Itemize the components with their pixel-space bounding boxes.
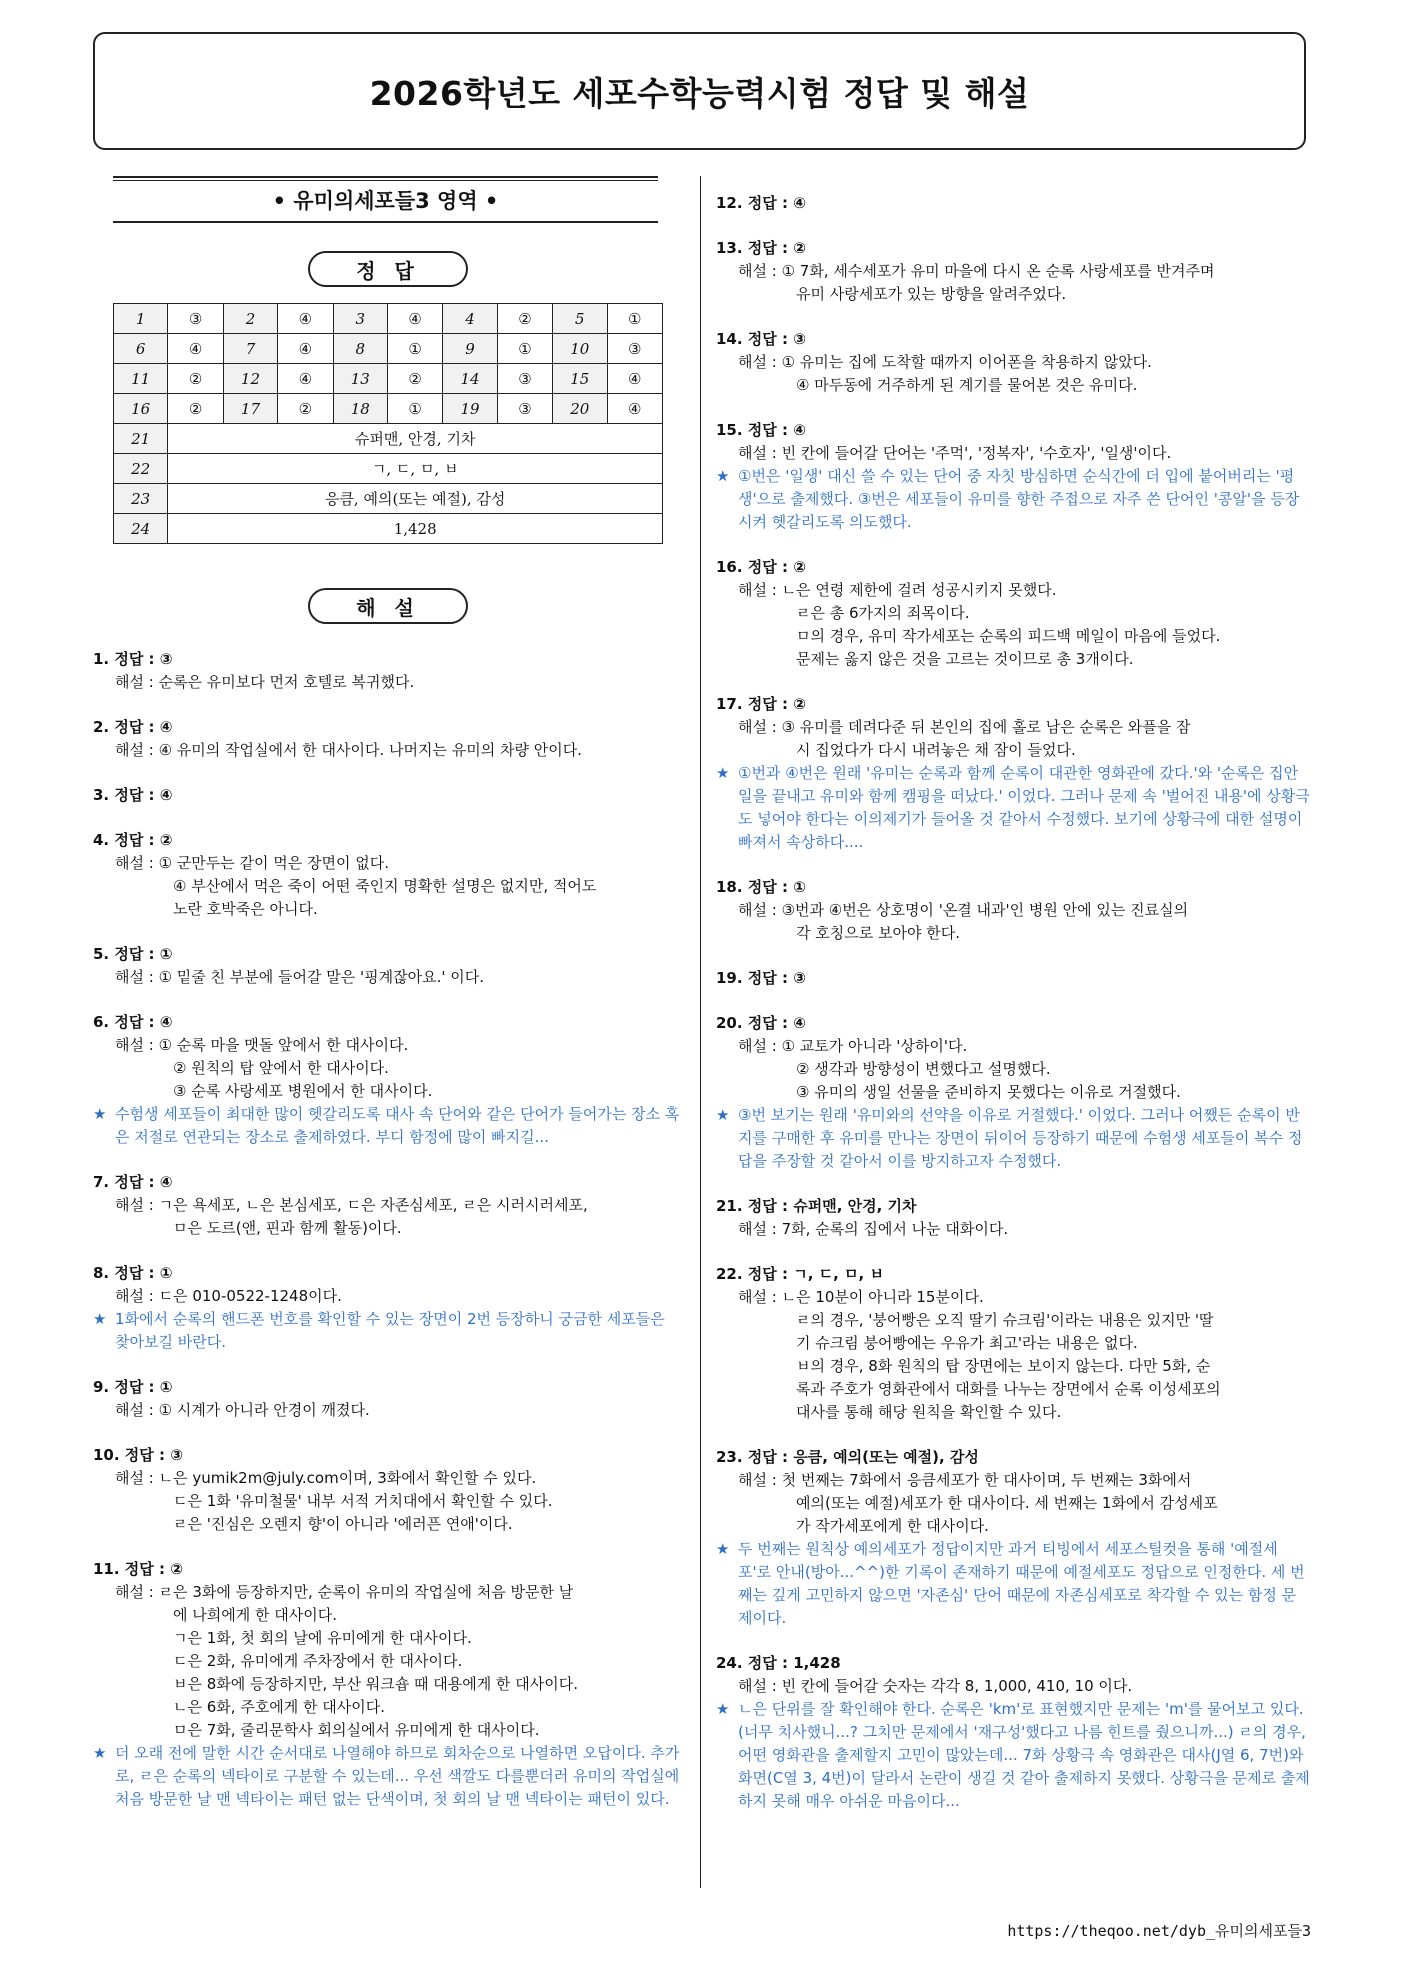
explanation-line: ㅂ의 경우, 8화 원칙의 탑 장면에는 보이지 않는다. 다만 5화, 순 <box>796 1357 1211 1375</box>
answer-heading: 8. 정답 : ① <box>93 1264 173 1282</box>
explanation-line: 해설 : 첫 번째는 7화에서 응큼세포가 한 대사이며, 두 번째는 3화에서 <box>738 1471 1192 1489</box>
explanation-line: ㄷ은 1화 '유미철물' 내부 서적 거치대에서 확인할 수 있다. <box>173 1492 553 1510</box>
explanation-item <box>716 237 1310 306</box>
explanation-line: ㅁ의 경우, 유미 작가세포는 순록의 피드백 메일이 마음에 들었다. <box>796 627 1221 645</box>
answer-heading: 1. 정답 : ③ <box>93 650 173 668</box>
answer-heading: 24. 정답 : 1,428 <box>716 1654 841 1672</box>
question-number: 11 <box>114 364 168 394</box>
answer-heading: 11. 정답 : ② <box>93 1560 183 1578</box>
explanation-line: ㄹ은 총 6가지의 죄목이다. <box>796 604 970 622</box>
explanation-item <box>93 1558 683 1742</box>
note-text: 더 오래 전에 말한 시간 순서대로 나열해야 하므로 회차순으로 나열하면 오답이다. 추가로, ㄹ은 순록의 넥타이로 구분할 수 있는데... 우선 색깔도 다를뿐더러 유미의 작업실에 처음 방문한 날 맨 넥타이는 패턴 없는 단색이며, 첫 회의 날 맨 넥타이는 패턴이 있다. <box>115 1744 680 1808</box>
answer-value: ② <box>168 364 223 394</box>
explanation-item <box>93 648 683 694</box>
star-icon: ★ <box>93 1744 107 1762</box>
right-explanations <box>716 192 1310 1835</box>
explanation-line: 해설 : 빈 칸에 들어갈 단어는 '주먹', '정복자', '수호자', '일생'이다. <box>738 444 1172 462</box>
author-note <box>716 1104 1310 1173</box>
explanation-line: 해설 : ㄴ은 10분이 아니라 15분이다. <box>738 1288 984 1306</box>
star-icon: ★ <box>716 1540 730 1558</box>
explanation-line: 대사를 통해 해당 원칙을 확인할 수 있다. <box>796 1403 1062 1421</box>
answer-value: ③ <box>607 334 663 364</box>
explanation-line: 해설 : ㄴ은 yumik2m@july.com이며, 3화에서 확인할 수 있다. <box>115 1469 537 1487</box>
explanation-line: ② 생각과 방향성이 변했다고 설명했다. <box>796 1060 1051 1078</box>
explanation-line: ④ 마두동에 거주하게 된 계기를 물어본 것은 유미다. <box>796 376 1138 394</box>
explanation-line: 예의(또는 예절)세포가 한 대사이다. 세 번째는 1화에서 감성세포 <box>796 1494 1218 1512</box>
answer-value: ④ <box>168 334 223 364</box>
answer-value: ③ <box>497 394 552 424</box>
explanation-line: 해설 : ① 밑줄 친 부분에 들어갈 말은 '핑계잖아요.' 이다. <box>115 968 484 986</box>
question-number: 3 <box>333 304 387 334</box>
explanation-line: 록과 주호가 영화관에서 대화를 나누는 장면에서 순록 이성세포의 <box>796 1380 1221 1398</box>
explanation-line: 해설 : 빈 칸에 들어갈 숫자는 각각 8, 1,000, 410, 10 이다. <box>738 1677 1133 1695</box>
explanation-line: ② 원칙의 탑 앞에서 한 대사이다. <box>173 1059 389 1077</box>
footer-url: https://theqoo.net/dyb_유미의세포들3 <box>1007 1922 1311 1940</box>
explanation-line: 해설 : ㄴ은 연령 제한에 걸려 성공시키지 못했다. <box>738 581 1057 599</box>
explanation-line: ③ 유미의 생일 선물을 준비하지 못했다는 이유로 거절했다. <box>796 1083 1181 1101</box>
spacer <box>93 762 683 784</box>
explanation-line: 해설 : ① 유미는 집에 도착할 때까지 이어폰을 착용하지 않았다. <box>738 353 1152 371</box>
answer-heading: 18. 정답 : ① <box>716 878 806 896</box>
spacer <box>93 1536 683 1558</box>
explanation-line: 해설 : ① 시계가 아니라 안경이 깨졌다. <box>115 1401 370 1419</box>
answer-heading: 20. 정답 : ④ <box>716 1014 806 1032</box>
answer-row <box>114 304 663 334</box>
explanation-line: ㄹ의 경우, '붕어빵은 오직 딸기 슈크림'이라는 내용은 있지만 '딸 <box>796 1311 1214 1329</box>
question-number: 17 <box>223 394 277 424</box>
answer-value: ② <box>497 304 552 334</box>
explanation-item <box>716 419 1310 465</box>
explanation-line: 해설 : ① 군만두는 같이 먹은 장면이 없다. <box>115 854 389 872</box>
explanation-item <box>716 1195 1310 1241</box>
spacer <box>93 1149 683 1171</box>
answer-value: ④ <box>607 364 663 394</box>
star-icon: ★ <box>716 467 730 485</box>
answer-value: ④ <box>278 364 333 394</box>
explanation-item <box>716 876 1310 945</box>
answer-value: ④ <box>607 394 663 424</box>
author-note <box>93 1103 683 1149</box>
question-number: 22 <box>114 454 168 484</box>
question-number: 2 <box>223 304 277 334</box>
answer-row-wide <box>114 424 663 454</box>
answer-value: ② <box>278 394 333 424</box>
explanation-item <box>716 1263 1310 1424</box>
explanation-line: 해설 : ④ 유미의 작업실에서 한 대사이다. 나머지는 유미의 차량 안이다. <box>115 741 582 759</box>
star-icon: ★ <box>716 764 730 782</box>
question-number: 9 <box>443 334 497 364</box>
answer-value: ㄱ, ㄷ, ㅁ, ㅂ <box>168 454 663 484</box>
note-text: ③번 보기는 원래 '유미와의 선약을 이유로 거절했다.' 이었다. 그러나 어쨌든 순록이 반지를 구매한 후 유미를 만나는 장면이 뒤이어 등장하기 때문에 수험생 세포들이 복수 정답을 주장할 것 같아서 이를 방지하고자 수정했다. <box>738 1106 1303 1170</box>
spacer <box>716 306 1310 328</box>
explanation-item <box>93 1171 683 1240</box>
explanation-item <box>93 1262 683 1308</box>
explanation-item <box>716 192 1310 215</box>
question-number: 24 <box>114 514 168 544</box>
question-number: 6 <box>114 334 168 364</box>
explanation-line: 가 작가세포에게 한 대사이다. <box>796 1517 989 1535</box>
answer-heading: 3. 정답 : ④ <box>93 786 173 804</box>
answer-heading: 21. 정답 : 슈퍼맨, 안경, 기차 <box>716 1197 917 1215</box>
explanation-line: 해설 : ㄷ은 010-0522-1248이다. <box>115 1287 342 1305</box>
explanation-item <box>93 1376 683 1422</box>
explanation-item <box>93 829 683 921</box>
column-divider <box>700 176 701 1888</box>
explanation-line: ㄷ은 2화, 유미에게 주차장에서 한 대사이다. <box>173 1652 463 1670</box>
answer-row-wide <box>114 454 663 484</box>
answer-heading: 4. 정답 : ② <box>93 831 173 849</box>
explanation-line: ④ 부산에서 먹은 죽이 어떤 죽인지 명확한 설명은 없지만, 적어도 <box>173 877 597 895</box>
explanation-item <box>93 716 683 762</box>
question-number: 13 <box>333 364 387 394</box>
star-icon: ★ <box>716 1106 730 1124</box>
author-note <box>93 1308 683 1354</box>
right-column <box>716 192 1310 1835</box>
explanation-item <box>716 967 1310 990</box>
answer-row-wide <box>114 484 663 514</box>
answer-heading: 14. 정답 : ③ <box>716 330 806 348</box>
question-number: 1 <box>114 304 168 334</box>
explanation-item <box>93 1011 683 1103</box>
page-title: 2026학년도 세포수학능력시험 정답 및 해설 <box>369 73 1030 113</box>
answer-heading: 12. 정답 : ④ <box>716 194 806 212</box>
answer-heading: 23. 정답 : 응큼, 예의(또는 예절), 감성 <box>716 1448 979 1466</box>
spacer <box>716 397 1310 419</box>
explanation-line: 해설 : ㄱ은 욕세포, ㄴ은 본심세포, ㄷ은 자존심세포, ㄹ은 시러시러세포, <box>115 1196 588 1214</box>
explain-pill: 해 설 <box>308 588 468 624</box>
star-icon: ★ <box>716 1700 730 1718</box>
question-number: 12 <box>223 364 277 394</box>
spacer <box>93 989 683 1011</box>
spacer <box>716 1630 1310 1652</box>
explanation-item <box>93 943 683 989</box>
answer-value: 1,428 <box>168 514 663 544</box>
note-text: ㄴ은 단위를 잘 확인해야 한다. 순록은 'km'로 표현했지만 문제는 'm'를 물어보고 있다. (너무 치사했니...? 그치만 문제에서 '재구성'했다고 나름 힌트를 줬으니까...) ㄹ의 경우, 어떤 영화관을 출제할지 고민이 많았는데... 7화 상황극 속 영화관은 대사(J열 6, 7번)와 화면(C열 3, 4번)이 달라서 논란이 생길 것 같아 출제하지 못했다. 상황극을 문제로 출제하지 못해 매우 아쉬운 마음이다... <box>738 1700 1310 1810</box>
star-icon: ★ <box>93 1310 107 1328</box>
explanation-line: 해설 : 순록은 유미보다 먼저 호텔로 복귀했다. <box>115 673 415 691</box>
answer-heading: 5. 정답 : ① <box>93 945 173 963</box>
explanation-line: 해설 : ① 7화, 세수세포가 유미 마을에 다시 온 순록 사랑세포를 반겨주며 <box>738 262 1215 280</box>
note-text: 1화에서 순록의 핸드폰 번호를 확인할 수 있는 장면이 2번 등장하니 궁금한 세포들은 찾아보길 바란다. <box>115 1310 665 1351</box>
question-number: 8 <box>333 334 387 364</box>
explanation-item <box>93 1444 683 1536</box>
question-number: 7 <box>223 334 277 364</box>
spacer <box>93 921 683 943</box>
answer-value: ③ <box>497 364 552 394</box>
explanation-item <box>93 784 683 807</box>
author-note <box>716 762 1310 854</box>
explanation-line: ㅂ은 8화에 등장하지만, 부산 워크숍 때 대용에게 한 대사이다. <box>173 1675 578 1693</box>
answer-heading: 17. 정답 : ② <box>716 695 806 713</box>
explanation-item <box>716 1652 1310 1698</box>
answer-value: 슈퍼맨, 안경, 기차 <box>168 424 663 454</box>
spacer <box>716 854 1310 876</box>
answer-row <box>114 364 663 394</box>
answer-value: ② <box>387 364 442 394</box>
answer-value: ① <box>387 334 442 364</box>
answer-row <box>114 394 663 424</box>
answer-heading: 7. 정답 : ④ <box>93 1173 173 1191</box>
explanation-line: 해설 : ③ 유미를 데려다준 뒤 본인의 집에 홀로 남은 순록은 와플을 잠 <box>738 718 1191 736</box>
explanation-line: 해설 : ① 교토가 아니라 '상하이'다. <box>738 1037 968 1055</box>
answer-value: 응큼, 예의(또는 예절), 감성 <box>168 484 663 514</box>
answer-value: ① <box>497 334 552 364</box>
spacer <box>93 1422 683 1444</box>
explanation-line: 시 집었다가 다시 내려놓은 채 잠이 들었다. <box>796 741 1076 759</box>
spacer <box>716 215 1310 237</box>
question-number: 15 <box>553 364 607 394</box>
section-title: • 유미의세포들3 영역 • <box>113 176 658 223</box>
note-text: ①번과 ④번은 원래 '유미는 순록과 함께 순록이 대관한 영화관에 갔다.'와 '순록은 집안일을 끝내고 유미와 함께 캠핑을 떠났다.' 이었다. 그러나 문제 속 '벌어진 내용'에 상황극도 넣어야 한다는 이의제기가 들어올 것 같아서 수정했다. 보기에 상황극에 대한 설명이 빠져서 속상하다.... <box>738 764 1310 851</box>
spacer <box>716 990 1310 1012</box>
explanation-line: 에 나희에게 한 대사이다. <box>173 1606 337 1624</box>
spacer <box>716 1173 1310 1195</box>
author-note <box>716 1698 1310 1813</box>
author-note <box>716 465 1310 534</box>
spacer <box>93 1240 683 1262</box>
explanation-line: 유미 사랑세포가 있는 방향을 알려주었다. <box>796 285 1067 303</box>
answer-value: ④ <box>387 304 442 334</box>
answer-heading: 13. 정답 : ② <box>716 239 806 257</box>
explanation-item <box>716 328 1310 397</box>
question-number: 4 <box>443 304 497 334</box>
explanation-line: 각 호칭으로 보아야 한다. <box>796 924 960 942</box>
answer-heading: 22. 정답 : ㄱ, ㄷ, ㅁ, ㅂ <box>716 1265 884 1283</box>
spacer <box>93 694 683 716</box>
explanation-line: ㅁ은 도르(앤, 핀과 함께 활동)이다. <box>173 1219 402 1237</box>
spacer <box>93 1811 683 1833</box>
answer-table <box>113 303 663 544</box>
note-text: ①번은 '일생' 대신 쓸 수 있는 단어 중 자칫 방심하면 순식간에 더 입에 붙어버리는 '평생'으로 출제했다. ③번은 세포들이 유미를 향한 주접으로 자주 쓴 단어인 '콩알'을 등장시켜 헷갈리도록 의도했다. <box>738 467 1300 531</box>
explanation-line: 해설 : ㄹ은 3화에 등장하지만, 순록이 유미의 작업실에 처음 방문한 날 <box>115 1583 574 1601</box>
star-icon: ★ <box>93 1105 107 1123</box>
answer-row <box>114 334 663 364</box>
spacer <box>716 671 1310 693</box>
spacer <box>93 807 683 829</box>
answer-heading: 16. 정답 : ② <box>716 558 806 576</box>
explanation-line: ③ 순록 사랑세포 병원에서 한 대사이다. <box>173 1082 433 1100</box>
title-box <box>93 32 1306 150</box>
question-number: 19 <box>443 394 497 424</box>
answer-pill: 정 답 <box>308 251 468 287</box>
explanation-item <box>716 556 1310 671</box>
question-number: 23 <box>114 484 168 514</box>
note-text: 수험생 세포들이 최대한 많이 헷갈리도록 대사 속 단어와 같은 단어가 들어가는 장소 혹은 저절로 연관되는 장소로 출제하였다. 부디 함정에 많이 빠지길... <box>115 1105 680 1146</box>
spacer <box>716 1813 1310 1835</box>
answer-value: ① <box>387 394 442 424</box>
answer-heading: 9. 정답 : ① <box>93 1378 173 1396</box>
explanation-line: 해설 : 7화, 순록의 집에서 나눈 대화이다. <box>738 1220 1009 1238</box>
left-explanations <box>93 648 683 1833</box>
question-number: 21 <box>114 424 168 454</box>
answer-value: ④ <box>278 304 333 334</box>
explanation-item <box>716 1012 1310 1104</box>
answer-row-wide <box>114 514 663 544</box>
question-number: 10 <box>553 334 607 364</box>
author-note <box>93 1742 683 1811</box>
spacer <box>716 945 1310 967</box>
explanation-line: 기 슈크림 붕어빵에는 우유가 최고'라는 내용은 없다. <box>796 1334 1138 1352</box>
answer-heading: 2. 정답 : ④ <box>93 718 173 736</box>
answer-value: ④ <box>278 334 333 364</box>
explanation-line: ㄴ은 6화, 주호에게 한 대사이다. <box>173 1698 386 1716</box>
explanation-item <box>716 1446 1310 1538</box>
answer-heading: 6. 정답 : ④ <box>93 1013 173 1031</box>
question-number: 18 <box>333 394 387 424</box>
spacer <box>716 1424 1310 1446</box>
explanation-line: 노란 호박죽은 아니다. <box>173 900 318 918</box>
answer-value: ② <box>168 394 223 424</box>
explanation-line: 해설 : ① 순록 마을 맷돌 앞에서 한 대사이다. <box>115 1036 409 1054</box>
question-number: 20 <box>553 394 607 424</box>
question-number: 5 <box>553 304 607 334</box>
spacer <box>93 1354 683 1376</box>
explanation-line: ㄹ은 '진심은 오렌지 향'이 아니라 '에러픈 연애'이다. <box>173 1515 513 1533</box>
answer-heading: 10. 정답 : ③ <box>93 1446 183 1464</box>
question-number: 14 <box>443 364 497 394</box>
explanation-item <box>716 693 1310 762</box>
explanation-line: 문제는 옳지 않은 것을 고르는 것이므로 총 3개이다. <box>796 650 1134 668</box>
author-note <box>716 1538 1310 1630</box>
answer-heading: 15. 정답 : ④ <box>716 421 806 439</box>
spacer <box>716 1241 1310 1263</box>
answer-value: ① <box>607 304 663 334</box>
explanation-line: 해설 : ③번과 ④번은 상호명이 '온결 내과'인 병원 안에 있는 진료실의 <box>738 901 1189 919</box>
left-column <box>93 176 683 1833</box>
note-text: 두 번째는 원칙상 예의세포가 정답이지만 과거 티빙에서 세포스틸컷을 통해 '예절세포'로 안내(방아...^^)한 기록이 존재하기 때문에 예절세포도 정답으로 인정한다. 세 번째는 깊게 고민하지 않으면 '자존심' 단어 때문에 자존심세포로 착각할 수 있는 함정 문제이다. <box>738 1540 1305 1627</box>
answer-heading: 19. 정답 : ③ <box>716 969 806 987</box>
question-number: 16 <box>114 394 168 424</box>
spacer <box>716 534 1310 556</box>
explanation-line: ㄱ은 1화, 첫 회의 날에 유미에게 한 대사이다. <box>173 1629 472 1647</box>
answer-value: ③ <box>168 304 223 334</box>
explanation-line: ㅁ은 7화, 줄리문학사 회의실에서 유미에게 한 대사이다. <box>173 1721 540 1739</box>
